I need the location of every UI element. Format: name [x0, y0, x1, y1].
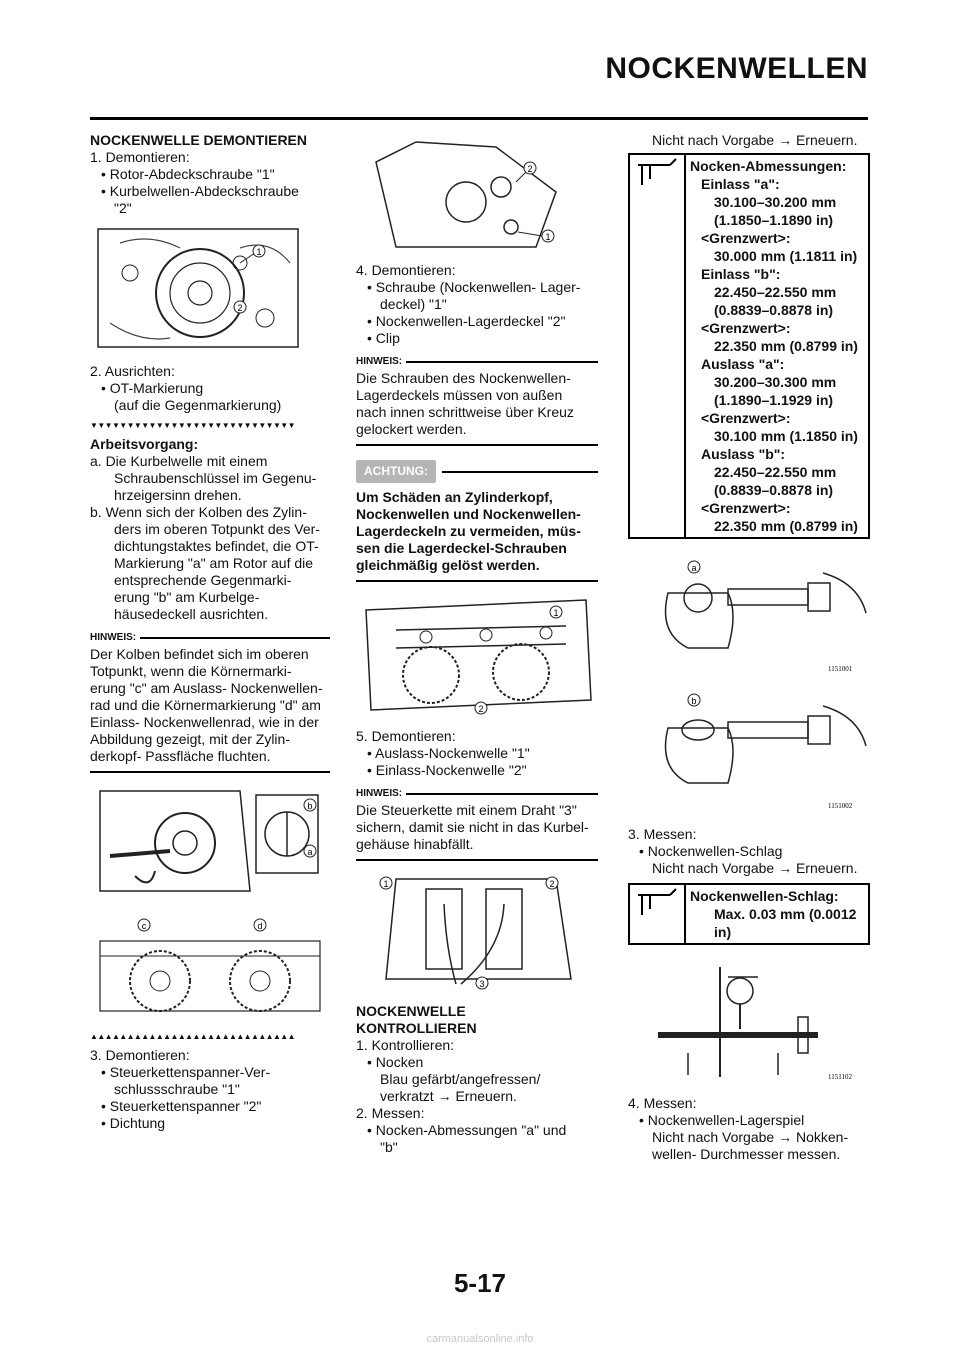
step-1-item: "2" — [114, 200, 132, 216]
callout-1: 1 — [383, 879, 389, 889]
step-4-item: • Clip — [367, 330, 400, 346]
spec-line: <Grenzwert>: — [701, 320, 791, 336]
callout-3: 3 — [479, 979, 485, 989]
hinweis-header: HINWEIS: — [356, 785, 598, 802]
measure-4-item: wellen- Durchmesser messen. — [652, 1146, 841, 1162]
spec-line: 30.100–30.200 mm — [714, 194, 837, 210]
callout-2: 2 — [527, 164, 533, 174]
spec-line: 30.000 mm (1.1811 in) — [714, 248, 858, 264]
hinweis-header: HINWEIS: — [90, 629, 330, 646]
spec-box-runout — [628, 883, 870, 945]
caliper-icon — [630, 155, 686, 537]
achtung-text: Lagerdeckeln zu vermeiden, müs- — [356, 523, 581, 539]
hinweis-text: Die Schrauben des Nockenwellen- — [356, 370, 571, 386]
procedure-b: dichtungstaktes befindet, die OT- — [114, 538, 319, 554]
measure-2-item: • Nocken-Abmessungen "a" und — [367, 1122, 567, 1138]
callout-2: 2 — [549, 879, 555, 889]
step-4-item: • Nockenwellen-Lagerdeckel "2" — [367, 313, 566, 329]
column-1 — [90, 132, 330, 1132]
achtung-text: Nockenwellen und Nockenwellen- — [356, 506, 581, 522]
spec-line: 22.450–22.550 mm — [714, 464, 837, 480]
page-title: NOCKENWELLEN — [605, 52, 868, 85]
procedure-end-marker: ▲▲▲▲▲▲▲▲▲▲▲▲▲▲▲▲▲▲▲▲▲▲▲▲▲▲▲▲ — [90, 1032, 295, 1041]
section-heading: NOCKENWELLE — [356, 1003, 466, 1019]
measure-2: 2. Messen: — [356, 1105, 425, 1121]
spec-line: 30.200–30.300 mm — [714, 374, 837, 390]
hinweis-end-rule — [356, 444, 598, 446]
step-3-item: • Dichtung — [101, 1115, 166, 1131]
spec-line: <Grenzwert>: — [701, 410, 791, 426]
procedure-heading: Arbeitsvorgang: — [90, 436, 199, 452]
spec-line: <Grenzwert>: — [701, 500, 791, 516]
hinweis-text: derkopf- Passfläche fluchten. — [90, 748, 271, 764]
cam-marks-illustration — [90, 911, 330, 1021]
spec-line: (1.1890–1.1929 in) — [714, 392, 834, 408]
hinweis-text: gelockert werden. — [356, 421, 467, 437]
figure-code: 1151001 — [828, 665, 853, 673]
spec-line: Nockenwellen-Schlag: — [690, 888, 839, 904]
measure-b-illustration — [628, 688, 870, 816]
footer-watermark: carmanualsonline.info — [426, 1333, 534, 1345]
section-heading: NOCKENWELLE DEMONTIEREN — [90, 132, 307, 148]
callout-b: b — [307, 801, 313, 811]
column-2 — [356, 132, 598, 1156]
hinweis-text: rad und die Körnermarkierung "d" am — [90, 697, 321, 713]
hinweis-text: sichern, damit sie nicht in das Kurbel- — [356, 819, 589, 835]
step-5-item: • Auslass-Nockenwelle "1" — [367, 745, 530, 761]
column-3 — [628, 132, 870, 1163]
hinweis-end-rule — [356, 859, 598, 861]
spec-line: in) — [714, 924, 732, 940]
hinweis-text: Die Steuerkette mit einem Draht "3" — [356, 802, 577, 818]
spec-line: Auslass "b": — [701, 446, 786, 462]
bearing-cap-illustration — [356, 132, 598, 252]
callout-1: 1 — [545, 232, 551, 242]
procedure-b: Markierung "a" am Rotor auf die — [114, 555, 314, 571]
step-5: 5. Demontieren: — [356, 728, 456, 744]
section-heading: KONTROLLIEREN — [356, 1020, 477, 1036]
hinweis-text: gehäuse hinabfällt. — [356, 836, 474, 852]
measure-a-illustration — [628, 553, 870, 678]
figure-rotor-cover — [90, 223, 330, 357]
spec-line: 22.350 mm (0.8799 in) — [714, 338, 858, 354]
measure-2-item: "b" — [380, 1139, 398, 1155]
callout-2: 2 — [237, 303, 243, 313]
spec-line: Einlass "b": — [701, 266, 781, 282]
callout-d: d — [257, 921, 263, 931]
callout-a: a — [307, 847, 313, 857]
title-rule — [90, 117, 868, 120]
spec-line: 22.450–22.550 mm — [714, 284, 837, 300]
spec-line: Nocken-Abmessungen: — [690, 158, 847, 174]
figure-chain-wire — [356, 869, 598, 997]
procedure-b: ders im oberen Totpunkt des Ver- — [114, 521, 320, 537]
caliper-icon — [630, 885, 686, 943]
spec-intro: Nicht nach Vorgabe → Erneuern. — [652, 132, 858, 148]
figure-runout — [628, 957, 870, 1089]
hinweis-header: HINWEIS: — [356, 353, 598, 370]
spec-box-cam-dimensions — [628, 153, 870, 539]
procedure-start-marker: ▼▼▼▼▼▼▼▼▼▼▼▼▼▼▼▼▼▼▼▼▼▼▼▼▼▼▼▼ — [90, 421, 295, 430]
measure-3-item: • Nockenwellen-Schlag — [639, 843, 783, 859]
procedure-a: Schraubenschlüssel im Gegenu- — [114, 470, 317, 486]
procedure-a: hrzeigersinn drehen. — [114, 487, 242, 503]
step-3-item: • Steuerkettenspanner-Ver- — [101, 1064, 271, 1080]
hinweis-text: erung "c" am Auslass- Nockenwellen- — [90, 680, 323, 696]
figure-code: 1151002 — [828, 802, 853, 810]
step-1-item: • Kurbelwellen-Abdeckschraube — [101, 183, 299, 199]
rotor-cover-illustration — [90, 223, 330, 353]
procedure-b: häusedeckell ausrichten. — [114, 606, 269, 622]
hinweis-end-rule — [90, 771, 330, 773]
callout-b: b — [691, 696, 697, 706]
hinweis-text: Abbildung gezeigt, mit der Zylin- — [90, 731, 290, 747]
camshafts-illustration — [356, 590, 598, 718]
check-1-item: verkratzt → Erneuern. — [380, 1088, 517, 1104]
hinweis-text: Totpunkt, wenn die Körnermarki- — [90, 663, 292, 679]
measure-3: 3. Messen: — [628, 826, 697, 842]
measure-4-item: • Nockenwellen-Lagerspiel — [639, 1112, 805, 1128]
callout-a: a — [691, 563, 697, 573]
measure-4-item: Nicht nach Vorgabe → Nokken- — [652, 1129, 849, 1145]
runout-illustration — [628, 957, 870, 1085]
hinweis-text: Der Kolben befindet sich im oberen — [90, 646, 309, 662]
check-1: 1. Kontrollieren: — [356, 1037, 455, 1053]
step-4-item: • Schraube (Nockenwellen- Lager- — [367, 279, 581, 295]
procedure-b: b. Wenn sich der Kolben des Zylin- — [90, 504, 307, 520]
spec-line: 30.100 mm (1.1850 in) — [714, 428, 858, 444]
step-4: 4. Demontieren: — [356, 262, 456, 278]
figure-measure-a — [628, 553, 870, 682]
step-1: 1. Demontieren: — [90, 149, 190, 165]
procedure-b: erung "b" am Kurbelge- — [114, 589, 260, 605]
spec-line: 22.350 mm (0.8799 in) — [714, 518, 858, 534]
figure-cam-marks — [90, 911, 330, 1025]
spec-line: <Grenzwert>: — [701, 230, 791, 246]
achtung-text: gleichmäßig gelöst werden. — [356, 557, 540, 573]
callout-1: 1 — [553, 608, 559, 618]
figure-measure-b — [628, 688, 870, 820]
procedure-b: entsprechende Gegenmarki- — [114, 572, 292, 588]
spec-line: (0.8839–0.8878 in) — [714, 302, 834, 318]
spec-line: Einlass "a": — [701, 176, 780, 192]
figure-camshafts — [356, 590, 598, 722]
step-3-item: • Steuerkettenspanner "2" — [101, 1098, 262, 1114]
step-5-item: • Einlass-Nockenwelle "2" — [367, 762, 527, 778]
spec-line: (1.1850–1.1890 in) — [714, 212, 834, 228]
callout-2: 2 — [478, 704, 484, 714]
check-1-item: • Nocken — [367, 1054, 424, 1070]
spec-line: Auslass "a": — [701, 356, 785, 372]
ot-mark-illustration — [90, 781, 330, 901]
step-2-item: (auf die Gegenmarkierung) — [114, 397, 282, 413]
achtung-text: sen die Lagerdeckel-Schrauben — [356, 540, 567, 556]
achtung-header: ACHTUNG: — [356, 460, 598, 483]
hinweis-text: Lagerdeckels müssen von außen — [356, 387, 563, 403]
figure-bearing-cap — [356, 132, 598, 256]
procedure-a: a. Die Kurbelwelle mit einem — [90, 453, 268, 469]
step-2-item: • OT-Markierung — [101, 380, 204, 396]
step-3: 3. Demontieren: — [90, 1047, 190, 1063]
hinweis-text: Einlass- Nockenwellenrad, wie in der — [90, 714, 319, 730]
step-1-item: • Rotor-Abdeckschraube "1" — [101, 166, 275, 182]
measure-4: 4. Messen: — [628, 1095, 697, 1111]
figure-ot-mark — [90, 781, 330, 905]
figure-code: 1151102 — [828, 1073, 852, 1081]
callout-1: 1 — [256, 247, 262, 257]
step-4-item: deckel) "1" — [380, 296, 447, 312]
step-3-item: schlussschraube "1" — [114, 1081, 240, 1097]
achtung-text: Um Schäden an Zylinderkopf, — [356, 489, 553, 505]
check-1-item: Blau gefärbt/angefressen/ — [380, 1071, 541, 1087]
step-2: 2. Ausrichten: — [90, 363, 175, 379]
achtung-end-rule — [356, 580, 598, 582]
callout-c: c — [141, 921, 147, 931]
page-number: 5-17 — [453, 1268, 507, 1298]
spec-line: (0.8839–0.8878 in) — [714, 482, 834, 498]
measure-3-item: Nicht nach Vorgabe → Erneuern. — [652, 860, 858, 876]
hinweis-text: nach innen schrittweise über Kreuz — [356, 404, 574, 420]
chain-wire-illustration — [356, 869, 598, 993]
spec-line: Max. 0.03 mm (0.0012 — [714, 906, 857, 922]
